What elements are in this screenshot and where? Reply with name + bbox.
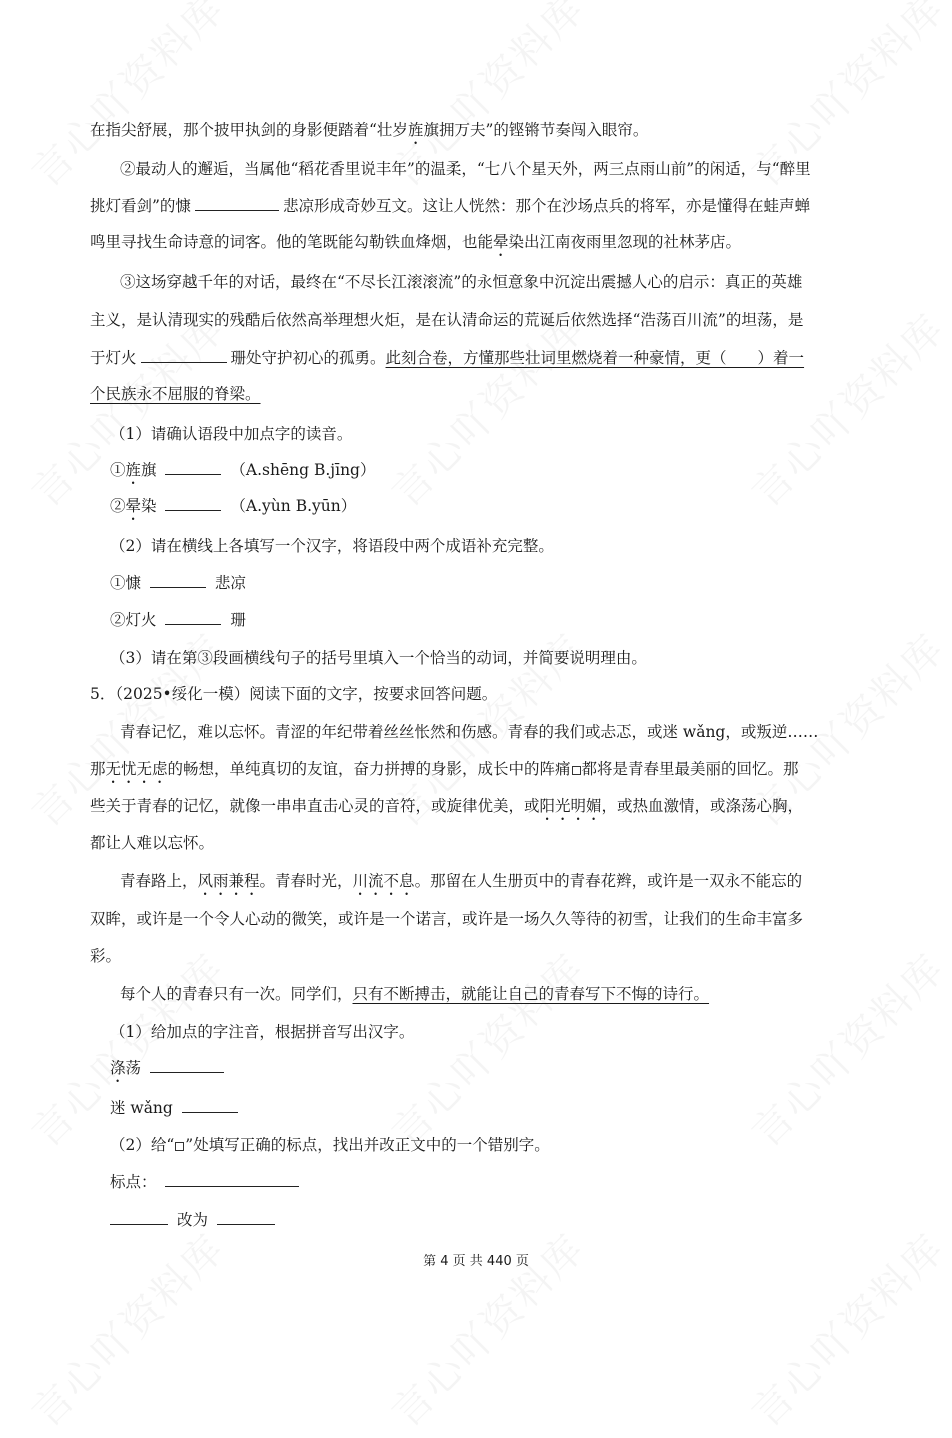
emphasized-text: 风雨兼程 xyxy=(197,872,260,890)
question-item: ①旌旗 （A.shēng B.jīng） xyxy=(110,461,376,479)
emphasized-text: 阳光明媚 xyxy=(539,797,602,815)
question-text: （3）请在第③段画横线句子的括号里填入一个恰当的动词，并简要说明理由。 xyxy=(110,649,647,667)
punctuation-box xyxy=(572,766,581,775)
emphasized-char: 旌 xyxy=(125,461,142,479)
fill-blank[interactable] xyxy=(195,196,279,211)
emphasized-char: 晕 xyxy=(493,233,509,251)
question-item: 涤荡 xyxy=(110,1058,228,1086)
underlined-sentence: 个民族永不屈服的脊梁。 xyxy=(90,385,261,403)
passage-line: 主义，是认清现实的残酷后依然高举理想火炬，是在认清命运的荒诞后依然选择“浩荡百川流”的坦荡，是 xyxy=(90,311,804,329)
passage-line xyxy=(90,384,261,404)
fill-blank[interactable] xyxy=(141,348,227,363)
passage-line: 那无忧无虑的畅想，单纯真切的友谊，奋力拼搏的身影，成长中的阵痛 都将是青春里最美丽的回忆。那 xyxy=(90,760,799,778)
question-text: （2）给“ ”处填写正确的标点，找出并改正文中的一个错别字。 xyxy=(110,1136,550,1154)
passage-line: 双眸，或许是一个令人心动的微笑，或许是一个诺言，或许是一场久久等待的初雪，让我们的生命丰富多 xyxy=(90,910,804,928)
underlined-sentence: 只有不断搏击，就能让自己的青春写下不悔的诗行。 xyxy=(352,985,710,1003)
answer-blank[interactable] xyxy=(150,573,206,588)
passage-line: 都让人难以忘怀。 xyxy=(90,834,215,852)
passage-line: 在指尖舒展，那个披甲执剑的身影便踏着“壮岁旌旗拥万夫”的铿锵节奏闯入眼帘。 xyxy=(90,121,649,139)
answer-blank[interactable] xyxy=(165,610,221,625)
passage-line: 青春路上，风雨兼程。青春时光，川流不息。那留在人生册页中的青春花辫，或许是一双永不能忘的 xyxy=(120,872,803,890)
answer-blank[interactable] xyxy=(165,496,221,511)
watermark xyxy=(377,939,595,1157)
question-item: ②晕染 （A.yùn B.yūn） xyxy=(110,497,357,515)
emphasized-text: 川流不息 xyxy=(352,872,415,890)
emphasized-char: 晕 xyxy=(125,497,142,515)
passage-line: ②最动人的邂逅，当属他“稻花香里说丰年”的温柔，“七八个星天外，两三点雨山前”的闲适，与“醉里 xyxy=(120,160,811,178)
punctuation-answer-blank[interactable] xyxy=(165,1172,299,1187)
passage-line: 些关于青春的记忆，就像一串串直击心灵的音符，或旋律优美，或阳光明媚，或热血激情，或涤荡心胸， xyxy=(90,797,804,815)
page-footer: 第 4 页 共 440 页 xyxy=(423,1254,529,1269)
underlined-sentence: 此刻合卷，方懂那些壮词里燃烧着一种豪情，更（ ）着一 xyxy=(385,349,805,367)
emphasized-text: 无忧无虑 xyxy=(105,760,168,778)
watermark xyxy=(737,939,952,1157)
emphasized-char: 旌 xyxy=(407,121,424,139)
watermark xyxy=(17,939,235,1157)
question-item: 迷 wǎng xyxy=(110,1098,242,1118)
question-text: （2）请在横线上各填写一个汉字，将语段中两个成语补充完整。 xyxy=(110,537,554,555)
question-text: （1）请确认语段中加点字的读音。 xyxy=(110,425,353,443)
answer-blank[interactable] xyxy=(165,460,221,475)
passage-line: 彩。 xyxy=(90,947,122,965)
passage-line: 鸣里寻找生命诗意的词客。他的笔既能勾勒铁血烽烟，也能晕染出江南夜雨里忽现的社林茅店。 xyxy=(90,233,742,251)
passage-line: 于灯火 珊处守护初心的孤勇。此刻合卷，方懂那些壮词里燃烧着一种豪情，更（ ）着一 xyxy=(90,349,805,367)
question-item: ②灯火 珊 xyxy=(110,611,246,629)
passage-line: 挑灯看剑”的慷 悲凉形成奇妙互文。这让人恍然：那个在沙场点兵的将军，亦是懂得在蛙声蝉 xyxy=(90,197,810,215)
answer-blank[interactable] xyxy=(150,1058,224,1073)
emphasized-char: 涤 xyxy=(110,1059,126,1077)
question-item: 改为 xyxy=(110,1210,279,1230)
question-item: 标点： xyxy=(110,1172,303,1192)
punctuation-box xyxy=(175,1142,184,1151)
answer-blank[interactable] xyxy=(182,1098,238,1113)
passage-line: ③这场穿越千年的对话，最终在“不尽长江滚滚流”的永恒意象中沉淀出震撼人心的启示：真正的英雄 xyxy=(120,273,803,291)
passage-line: 青春记忆，难以忘怀。青涩的年纪带着丝丝怅然和伤感。青春的我们或忐忑，或迷 wǎng，或叛逆…… xyxy=(120,723,819,741)
question-item: ①慷 悲凉 xyxy=(110,574,246,592)
passage-line: 每个人的青春只有一次。同学们，只有不断搏击，就能让自己的青春写下不悔的诗行。 xyxy=(120,985,710,1003)
wrong-char-blank[interactable] xyxy=(110,1210,168,1225)
watermark xyxy=(377,299,595,517)
question-header: 5．（2025•绥化一模）阅读下面的文字，按要求回答问题。 xyxy=(90,685,498,703)
question-text: （1）给加点的字注音，根据拼音写出汉字。 xyxy=(110,1023,415,1041)
watermark xyxy=(737,299,952,517)
correct-char-blank[interactable] xyxy=(217,1210,275,1225)
